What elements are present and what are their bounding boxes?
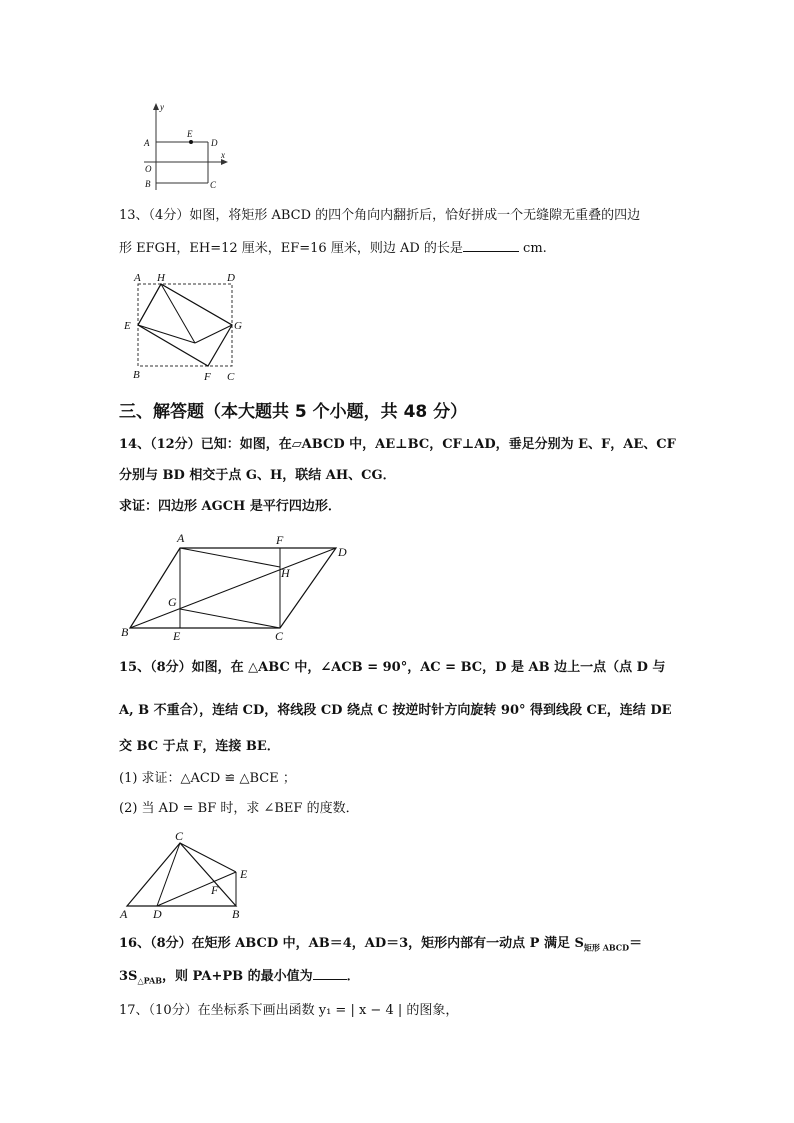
q13-label-B: B [133,369,140,381]
q17-line1 [119,1002,458,1020]
q13-text1: 如图，将矩形 ABCD 的四个角向内翻折后，恰好拼成一个无缝隙无重叠的四边 [189,208,641,223]
q16-period: ． [346,969,360,984]
label-x: x [221,150,225,160]
q14-label-D: D [338,545,347,559]
q14-label-G: G [168,595,177,609]
q13-label-C: C [227,371,235,383]
q15-line1 [119,659,665,677]
q16-line2 [119,967,360,990]
q15-label-D: D [153,907,162,920]
q16-text1: 在矩形 ABCD 中，AB＝4，AD＝3，矩形内部有一动点 P 满足 S [191,936,584,951]
q13-number: 13、（4分） [119,208,190,223]
q13-text2: 形 EFGH，EH=12 厘米，EF=16 厘米，则边 AD 的长是 [119,241,463,256]
coordinate-figure [138,100,238,196]
q14-text1: 已知：如图，在▱ABCD 中，AE⊥BC，CF⊥AD，垂足分别为 E、F，AE、CF [200,437,676,452]
q15-label-E: E [240,867,248,881]
q15-part2: (2) 当 AD = BF 时，求 ∠BEF 的度数． [119,801,359,816]
q16-text2: 3S [119,969,138,984]
q16-number: 16、（8分） [119,936,192,951]
q13-unit: cm. [518,241,547,256]
q14-figure [118,528,358,646]
q13-label-E: E [124,320,131,332]
q14-line1 [119,436,676,454]
q14-label-A: A [177,531,185,545]
q14-line2: 分别与 BD 相交于点 G、H，联结 AH、CG． [119,468,396,483]
q16-line1 [119,935,642,957]
q13-line2 [119,239,547,258]
q13-line1 [119,207,640,225]
label-O: O [145,164,152,174]
q15-part1: (1) 求证：△ACD ≌ △BCE ； [119,771,296,786]
q13-label-F: F [204,371,211,383]
label-A: A [144,138,150,148]
q16-eq: ＝ [629,936,643,951]
label-D: D [211,138,218,148]
q15-line3: 交 BC 于点 F，连接 BE． [119,739,280,754]
q15-number: 15、（8分） [119,660,192,675]
q15-label-B: B [232,907,240,920]
label-y: y [160,102,164,112]
q13-label-G: G [234,320,242,332]
q15-label-F: F [211,883,219,897]
label-B: B [145,179,151,189]
section-heading: 三、解答题（本大题共 5 个小题，共 48 分） [119,402,468,422]
q14-label-H: H [281,566,290,580]
q15-text1: 如图，在 △ABC 中，∠ACB = 90°，AC = BC，D 是 AB 边上一点（点 D 与 [191,660,666,675]
q14-label-B: B [121,625,129,639]
q16-text3: ，则 PA+PB 的最小值为 [162,969,313,984]
q14-line3: 求证：四边形 AGCH 是平行四边形． [119,499,341,514]
q13-answer-blank[interactable] [463,239,519,252]
q13-label-D: D [227,272,235,284]
q14-label-F: F [276,533,284,547]
q13-label-A: A [134,272,141,284]
q17-number: 17、（10分） [119,1003,198,1018]
q13-figure [120,268,250,383]
q14-label-C: C [275,629,284,643]
q16-sub2: △PAB [137,975,162,986]
label-C: C [210,180,217,190]
q13-label-H: H [157,272,165,284]
q15-figure [117,828,257,920]
q15-label-C: C [175,829,184,843]
q15-label-A: A [120,907,128,920]
q17-text1: 在坐标系下画出函数 y₁ = | x − 4 | 的图象， [197,1003,459,1018]
q14-label-E: E [173,629,181,643]
q14-number: 14、（12分） [119,437,201,452]
q15-line2: A, B 不重合），连结 CD，将线段 CD 绕点 C 按逆时针方向旋转 90° 得到线段 CE，连结 DE [119,703,672,718]
q16-answer-blank[interactable] [313,967,347,980]
q16-sub1: 矩形 ABCD [583,942,630,953]
label-E: E [187,129,193,139]
